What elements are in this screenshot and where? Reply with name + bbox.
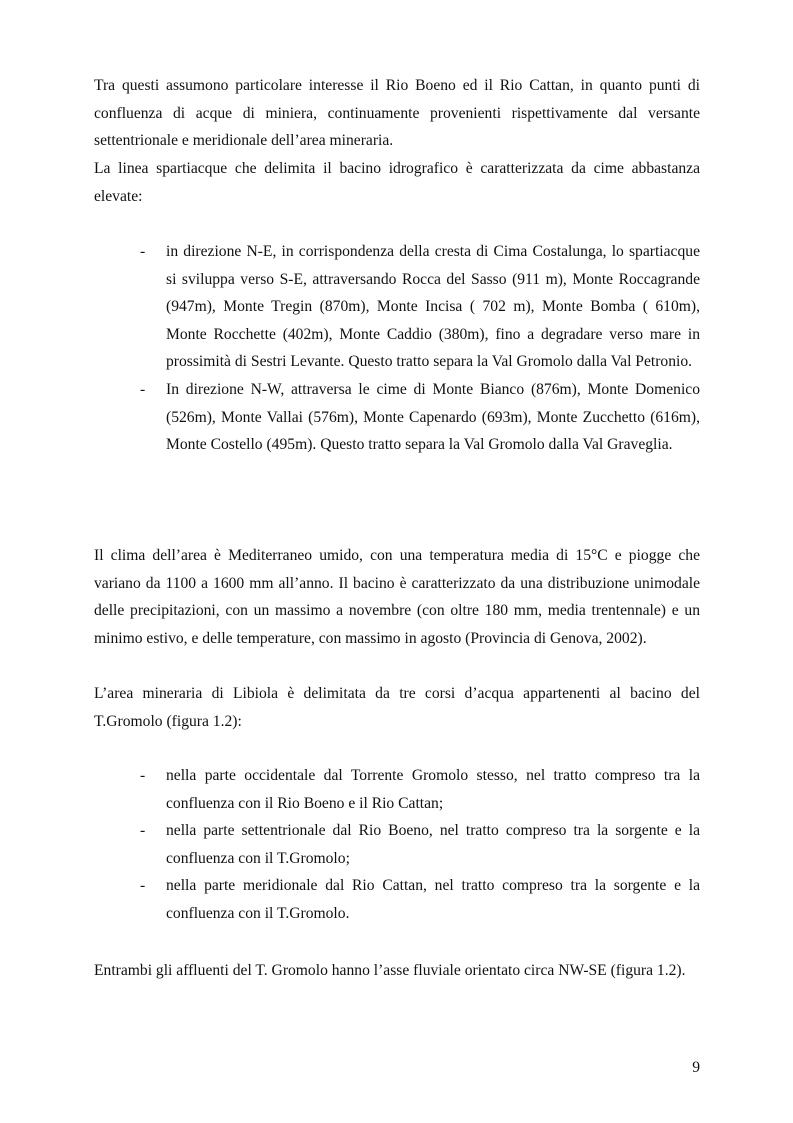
paragraph-affluenti: Entrambi gli affluenti del T. Gromolo hanno l’asse fluviale orientato circa NW-SE (figura 1.2). [94,962,686,979]
corsi-acqua-list [94,762,700,928]
list-item-text: nella parte occidentale dal Torrente Gromolo stesso, nel tratto compreso tra la confluenza con il Rio Boeno e il Rio Cattan; [166,767,700,812]
list-item [94,238,700,376]
list-dash: - [140,822,146,840]
list-item-text: In direzione N-W, attraversa le cime di Monte Bianco (876m), Monte Domenico (526m), Monte Vallai (576m), Monte Capenardo (693m), Monte Zucchetto (616m), Monte Costello (495m). Questo tratto separa la Val Gromolo dalla Val Graveglia. [166,380,700,454]
spartiacque-list [94,238,700,459]
paragraph-rio-boeno-cattan: Tra questi assumono particolare interesse il Rio Boeno ed il Rio Cattan, in quanto punti di confluenza di acque di miniera, continuamente provenienti rispettivamente dal versante settentrionale e meridionale dell’area mineraria. [94,77,700,150]
paragraph-clima: Il clima dell’area è Mediterraneo umido, con una temperatura media di 15°C e piogge che variano da 1100 a 1600 mm all’anno. Il bacino è caratterizzato da una distribuzione unimodale delle precipitazioni, con un massimo a novembre (con oltre 180 mm, media trentennale) e un minimo estivo, e delle temperature, con massimo in agosto (Provincia di Genova, 2002). [94,547,700,647]
list-dash: - [140,877,146,895]
list-dash: - [140,243,146,260]
list-item [94,817,700,872]
list-item-text: nella parte meridionale dal Rio Cattan, nel tratto compreso tra la sorgente e la confluenza con il T.Gromolo. [166,877,700,922]
list-dash: - [140,380,146,398]
paragraph-area-mineraria: L’area mineraria di Libiola è delimitata da tre corsi d’acqua appartenenti al bacino del T.Gromolo (figura 1.2): [94,685,700,730]
list-item-text: in direzione N-E, in corrispondenza della cresta di Cima Costalunga, lo spartiacque si sviluppa verso S-E, attraversando Rocca del Sasso (911 m), Monte Roccagrande (947m), Monte Tregin (870m), Monte Incisa ( 702 m), Monte Bomba ( 610m), Monte Rocchette (402m), Monte Caddio (380m), fino a degradare verso mare in prossimità di Sestri Levante. Questo tratto separa la Val Gromolo dalla Val Petronio. [166,243,700,371]
list-item [94,762,700,817]
list-item [94,872,700,927]
list-item-text: nella parte settentrionale dal Rio Boeno, nel tratto compreso tra la sorgente e la confluenza con il T.Gromolo; [166,822,700,867]
list-dash: - [140,767,146,784]
list-item [94,376,700,459]
paragraph-spartiacque: La linea spartiacque che delimita il bacino idrografico è caratterizzata da cime abbastanza elevate: [94,160,700,205]
page-number: 9 [692,1059,700,1076]
